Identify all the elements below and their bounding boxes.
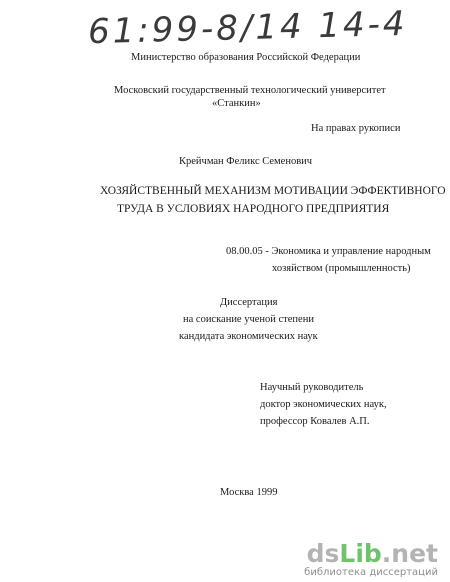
- specialty-line-1: 08.00.05 - Экономика и управление народным: [226, 246, 431, 257]
- university-line-1: Московский государственный технологический университет: [114, 85, 386, 96]
- supervisor-name: профессор Ковалев А.П.: [260, 416, 370, 427]
- dissertation-label: Диссертация: [220, 297, 278, 308]
- supervisor-degree: доктор экономических наук,: [260, 399, 387, 410]
- author-name: Крейчман Феликс Семенович: [179, 156, 313, 167]
- dslib-subtitle: библиотека диссертаций: [304, 567, 438, 578]
- place-and-year: Москва 1999: [220, 487, 278, 498]
- supervisor-label: Научный руководитель: [260, 382, 364, 393]
- logo-lib: Lib: [339, 539, 382, 568]
- manuscript-rights: На правах рукописи: [311, 123, 401, 134]
- degree-line-1: на соискание ученой степени: [183, 314, 314, 325]
- handwritten-archive-code: 61:99-8/14 14-4: [87, 3, 409, 53]
- degree-line-2: кандидата экономических наук: [179, 331, 318, 342]
- specialty-line-2: хозяйством (промышленность): [272, 263, 411, 274]
- logo-net: .net: [381, 539, 438, 568]
- dslib-watermark: [0, 540, 450, 582]
- dissertation-title-line-1: ХОЗЯЙСТВЕННЫЙ МЕХАНИЗМ МОТИВАЦИИ ЭФФЕКТИВНОГО: [100, 185, 446, 197]
- dissertation-title-line-2: ТРУДА В УСЛОВИЯХ НАРОДНОГО ПРЕДПРИЯТИЯ: [117, 203, 390, 215]
- logo-ds: ds: [306, 539, 340, 568]
- dslib-logo: [307, 540, 438, 568]
- university-line-2: «Станкин»: [212, 98, 261, 109]
- ministry-line: Министерство образования Российской Федерации: [131, 52, 361, 63]
